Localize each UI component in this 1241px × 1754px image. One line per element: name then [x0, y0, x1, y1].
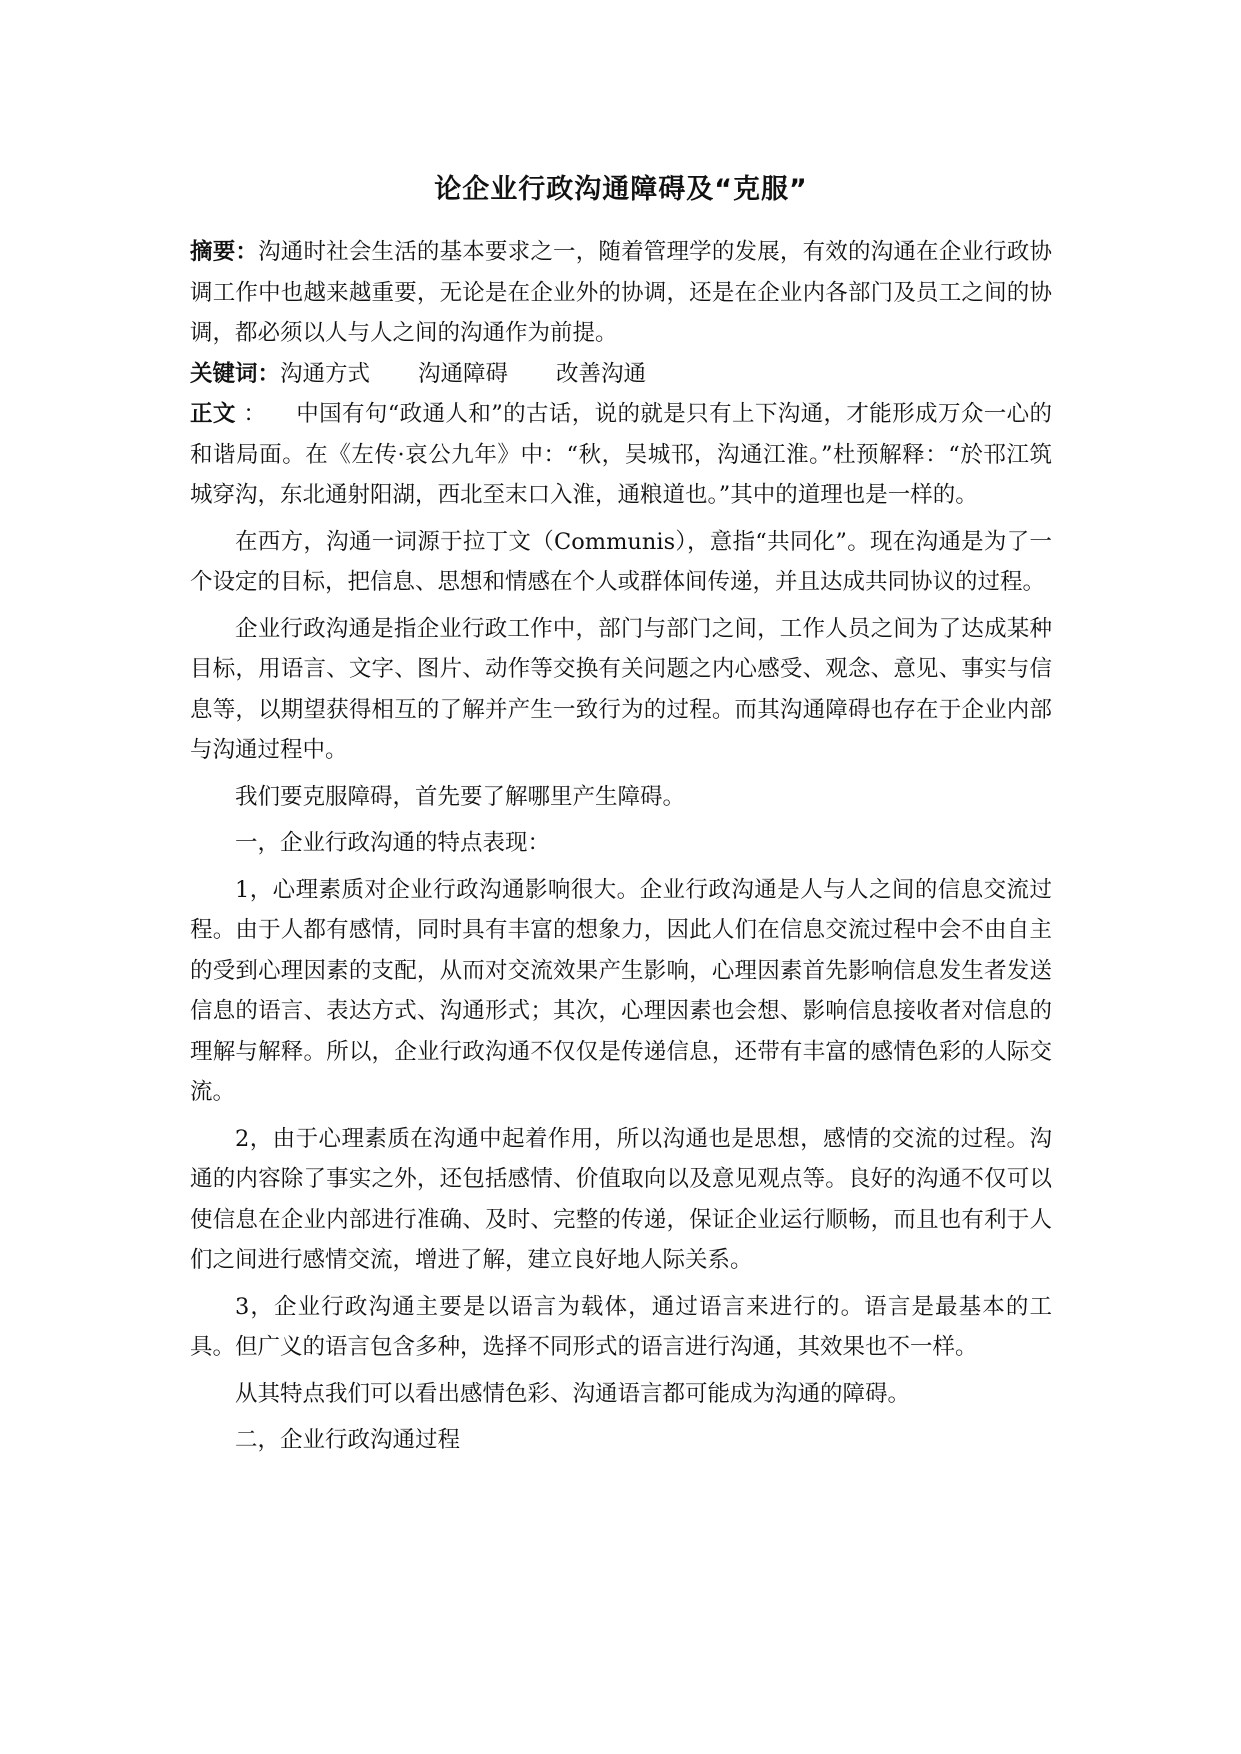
body-paragraph: 2，由于心理素质在沟通中起着作用，所以沟通也是思想，感情的交流的过程。沟通的内容除了事实之外，还包括感情、价值取向以及意见观点等。良好的沟通不仅可以使信息在企业内部进行准确、及时、完整的传递，保证企业运行顺畅，而且也有利于人们之间进行感情交流，增进了解，建立良好地人际关系。 [190, 1125, 1052, 1273]
section-heading: 二，企业行政沟通过程 [235, 1427, 461, 1453]
keyword-item: 沟通方式 [280, 360, 371, 387]
body-first-paragraph [190, 394, 1052, 516]
section-heading: 一，企业行政沟通的特点表现： [235, 830, 551, 856]
body-paragraph: 3，企业行政沟通主要是以语言为载体，通过语言来进行的。语言是最基本的工具。但广义的语言包含多种，选择不同形式的语言进行沟通，其效果也不一样。 [190, 1293, 1052, 1360]
body-paragraph: 从其特点我们可以看出感情色彩、沟通语言都可能成为沟通的障碍。 [235, 1380, 911, 1407]
body-paragraph: 1，心理素质对企业行政沟通影响很大。企业行政沟通是人与人之间的信息交流过程。由于人都有感情，同时具有丰富的想象力，因此人们在信息交流过程中会不由自主的受到心理因素的支配，从而对交流效果产生影响，心理因素首先影响信息发生者发送信息的语言、表达方式、沟通形式；其次，心理因素也会想、影响信息接收者对信息的理解与解释。所以，企业行政沟通不仅仅是传递信息，还带有丰富的感情色彩的人际交流。 [190, 876, 1052, 1105]
keyword-item: 改善沟通 [556, 360, 647, 387]
document-title: 论企业行政沟通障碍及“克服” [434, 174, 808, 205]
document-content [190, 170, 1052, 1461]
abstract-text: 沟通时社会生活的基本要求之一，随着管理学的发展，有效的沟通在企业行政协调工作中也越来越重要，无论是在企业外的协调，还是在企业内各部门及员工之间的协调，都必须以人与人之间的沟通作为前提。 [190, 239, 1052, 346]
keywords-label: 关键词： [190, 360, 281, 387]
abstract-paragraph [190, 232, 1052, 354]
keyword-item: 沟通障碍 [418, 360, 509, 387]
body-paragraph: 企业行政沟通是指企业行政工作中，部门与部门之间，工作人员之间为了达成某种目标，用语言、文字、图片、动作等交换有关问题之内心感受、观念、意见、事实与信息等，以期望获得相互的了解并产生一致行为的过程。而其沟通障碍也存在于企业内部与沟通过程中。 [190, 615, 1052, 763]
body-label: 正文 [190, 401, 236, 427]
abstract-label: 摘要： [190, 239, 259, 265]
body-label-separator: ： [235, 401, 267, 427]
body-first-paragraph-text: 中国有句“政通人和”的古话，说的就是只有上下沟通，才能形成万众一心的和谐局面。在《左传·哀公九年》中：“秋，吴城邗，沟通江淮。”杜预解释：“於邗江筑城穿沟，东北通射阳湖，西北至末口入淮，通粮道也。”其中的道理也是一样的。 [190, 401, 1052, 508]
body-paragraph: 在西方，沟通一词源于拉丁文（Communis），意指“共同化”。现在沟通是为了一个设定的目标，把信息、思想和情感在个人或群体间传递，并且达成共同协议的过程。 [190, 528, 1052, 595]
body-paragraph: 我们要克服障碍，首先要了解哪里产生障碍。 [235, 783, 686, 810]
keywords-paragraph [190, 354, 1052, 395]
